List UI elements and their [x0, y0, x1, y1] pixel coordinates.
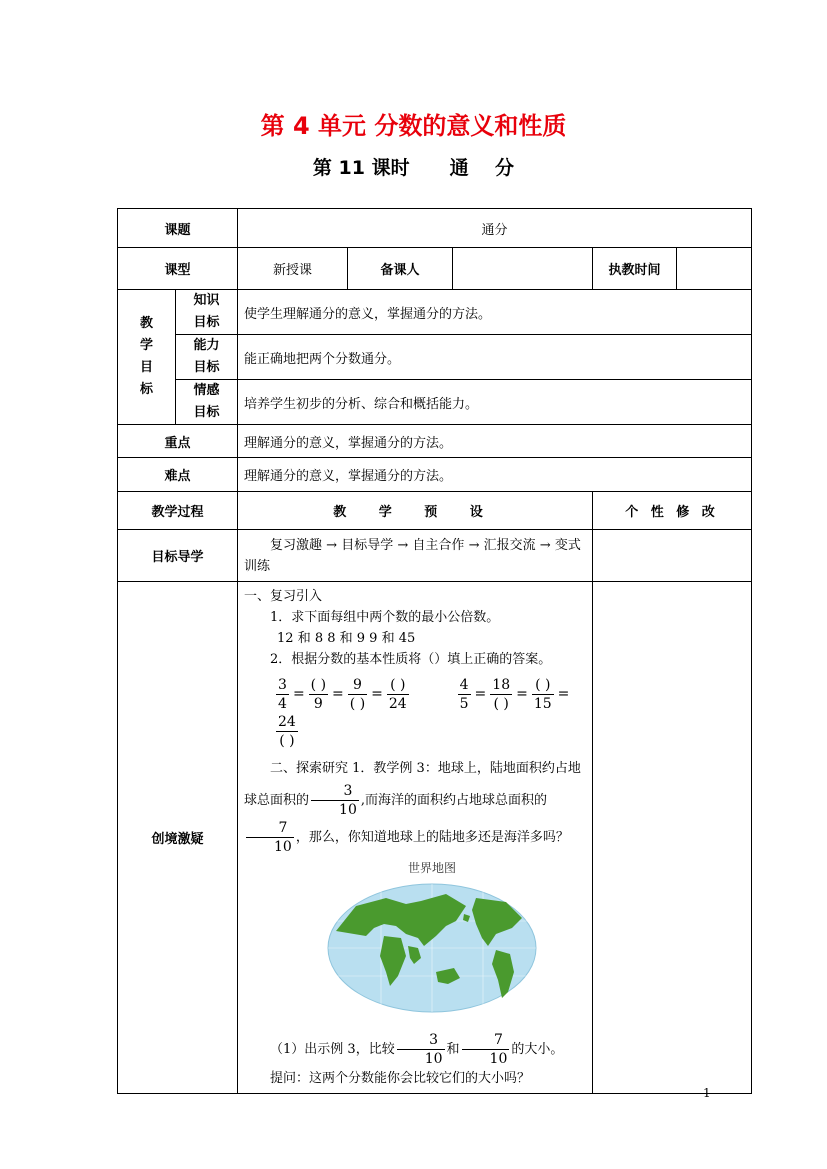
question1-pairs: 12 和 8 8 和 9 9 和 45: [277, 631, 416, 646]
world-map-image: [326, 876, 538, 1016]
knowledge-goal-label: 知识 目标: [176, 290, 238, 335]
section1-title: 一、复习引入: [244, 589, 323, 604]
fraction-ocean: $\frac{7}{10}$: [246, 819, 294, 856]
time-value: [677, 248, 752, 290]
key-text: 理解通分的意义，掌握通分的方法。: [238, 425, 752, 458]
world-map: [326, 860, 538, 1023]
topic-value: 通分: [238, 209, 752, 248]
topic-label: 课题: [118, 209, 238, 248]
example3-compare: （1）出示例 3，比较 $\frac{3}{10}$ 和 $\frac{7}{10}$ 的大小。: [270, 1032, 564, 1067]
goals-label: 教 学 目 标: [118, 290, 176, 425]
question2: 2．根据分数的基本性质将（）填上正确的答案。: [270, 652, 552, 667]
emotion-goal-label: 情感 目标: [176, 380, 238, 425]
document-title: 第 4 单元 分数的意义和性质: [260, 112, 567, 140]
map-title: 世界地图: [408, 861, 457, 875]
example3-text: 二、探索研究 1．教学例 3：地球上，陆地面积约占地球总面积的 $\frac{3}{10}$ ,而海洋的面积约占地球总面积的 $\frac{7}{10}$ ，那么，你知道地球上的陆地多还是海洋多吗？: [244, 761, 581, 855]
preparer-label: 备课人: [348, 248, 453, 290]
guide-steps: 复习激趣 → 目标导学 → 自主合作 → 汇报交流 → 变式训练: [238, 530, 593, 582]
fraction: $\frac{7}{10}$: [462, 1031, 510, 1068]
type-value: 新授课: [238, 248, 348, 290]
create-label: 创境激疑: [118, 582, 238, 1094]
equation-2: $\frac{4}{5}$ = $\frac{18}{( )}$ = $\frac{( )}{15}$ = $\frac{24}{( )}$: [278, 677, 570, 749]
lesson-number: 第 11 课时: [312, 157, 410, 179]
question-prompt: 提问：这两个分数能你会比较它们的大小吗？: [270, 1071, 531, 1086]
time-label: 执教时间: [593, 248, 677, 290]
modify-label: 个 性 修 改: [593, 492, 752, 530]
fraction: $\frac{3}{10}$: [397, 1031, 445, 1068]
equation-1: $\frac{3}{4}$ = $\frac{( )}{9}$ = $\frac{9}{( )}$ = $\frac{( )}{24}$: [278, 677, 407, 712]
ability-goal-label: 能力 目标: [176, 335, 238, 380]
fraction: $\frac{9}{( )}$: [349, 677, 366, 712]
question1: 1．求下面每组中两个数的最小公倍数。: [270, 610, 500, 625]
lesson-subtitle: [0, 153, 827, 180]
guide-label: 目标导学: [118, 530, 238, 582]
content-modify-cell: [593, 582, 752, 1094]
knowledge-goal-text: 使学生理解通分的意义，掌握通分的方法。: [238, 290, 752, 335]
lesson-name: 通 分: [449, 157, 515, 179]
fraction: $\frac{( )}{24}$: [388, 677, 407, 712]
fraction: $\frac{( )}{9}$: [310, 677, 327, 712]
lesson-plan-table: [117, 208, 752, 1094]
fraction: $\frac{3}{4}$: [278, 677, 287, 712]
fraction-land: $\frac{3}{10}$: [311, 782, 359, 819]
preparer-value: [453, 248, 593, 290]
guide-modify-cell: [593, 530, 752, 582]
fraction: $\frac{4}{5}$: [459, 677, 469, 712]
process-label: 教学过程: [118, 492, 238, 530]
emotion-goal-text: 培养学生初步的分析、综合和概括能力。: [238, 380, 752, 425]
ability-goal-text: 能正确地把两个分数通分。: [238, 335, 752, 380]
difficulty-text: 理解通分的意义，掌握通分的方法。: [238, 458, 752, 492]
preset-label: 教 学 预 设: [238, 492, 593, 530]
key-label: 重点: [118, 425, 238, 458]
type-label: 课型: [118, 248, 238, 290]
lesson-content: [238, 582, 593, 1094]
fraction: $\frac{18}{( )}$: [492, 677, 511, 712]
fraction: $\frac{24}{( )}$: [278, 714, 296, 749]
fraction-equations: [274, 676, 586, 750]
page-number: 1: [703, 1086, 711, 1100]
difficulty-label: 难点: [118, 458, 238, 492]
fraction: $\frac{( )}{15}$: [533, 677, 552, 712]
